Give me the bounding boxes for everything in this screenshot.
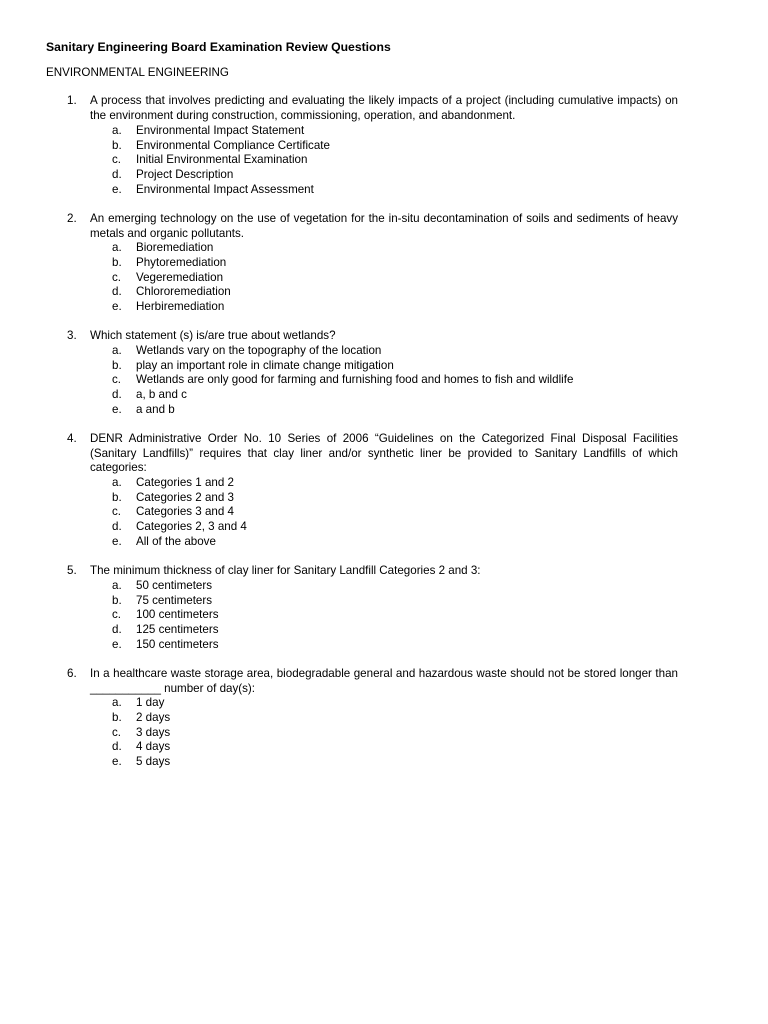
choice-list: [90, 124, 678, 198]
choice-letter: d.: [112, 388, 122, 402]
question-text: DENR Administrative Order No. 10 Series of 2006 “Guidelines on the Categorized Final Disposal Facilities (Sanitary Landfills)” requires that clay liner and/or synthetic liner be provided to Sanitary Landfills of which categories:: [90, 431, 678, 475]
choice-letter: e.: [112, 402, 122, 416]
question-number: 3.: [67, 329, 77, 343]
choice-letter: a.: [112, 578, 122, 592]
choice-letter: d.: [112, 520, 122, 534]
choice-item: [90, 638, 678, 653]
choice-letter: c.: [112, 505, 122, 519]
choice-text: Bioremediation: [136, 241, 214, 255]
choice-item: [90, 520, 678, 535]
question-item: [46, 329, 678, 417]
choice-text: Phytoremediation: [136, 255, 227, 269]
choice-letter: b.: [112, 710, 122, 724]
question-item: [46, 564, 678, 652]
choice-letter: b.: [112, 255, 122, 269]
choice-letter: c.: [112, 725, 122, 739]
question-text: An emerging technology on the use of vegetation for the in-situ decontamination of soils and sediments of heavy metals and organic pollutants.: [90, 211, 678, 240]
choice-item: [90, 388, 678, 403]
choice-item: [90, 608, 678, 623]
question-item: [46, 94, 678, 197]
choice-text: 4 days: [136, 740, 171, 754]
choice-text: 75 centimeters: [136, 593, 213, 607]
choice-text: Vegeremediation: [136, 270, 224, 284]
choice-letter: d.: [112, 167, 122, 181]
choice-item: [90, 476, 678, 491]
choice-item: [90, 623, 678, 638]
choice-letter: b.: [112, 358, 122, 372]
choice-letter: d.: [112, 622, 122, 636]
choice-letter: b.: [112, 490, 122, 504]
choice-item: [90, 256, 678, 271]
document-title: Sanitary Engineering Board Examination Review Questions: [46, 40, 391, 54]
choice-item: [90, 726, 678, 741]
question-number: 1.: [67, 94, 77, 108]
choice-item: [90, 373, 678, 388]
choice-item: [90, 594, 678, 609]
choice-text: 125 centimeters: [136, 622, 219, 636]
choice-letter: a.: [112, 696, 122, 710]
choice-text: Categories 2, 3 and 4: [136, 520, 247, 534]
question-item: [46, 667, 678, 770]
question-text: Which statement (s) is/are true about wetlands?: [90, 329, 336, 343]
choice-text: 3 days: [136, 725, 171, 739]
choice-letter: c.: [112, 373, 122, 387]
choice-letter: e.: [112, 300, 122, 314]
choice-item: [90, 535, 678, 550]
choice-item: [90, 711, 678, 726]
question-number: 4.: [67, 431, 77, 445]
choice-item: [90, 153, 678, 168]
choice-item: [90, 285, 678, 300]
choice-text: a and b: [136, 402, 175, 416]
question-text: A process that involves predicting and evaluating the likely impacts of a project (including cumulative impacts) on the environment during construction, commissioning, operation, and abandonment.: [90, 94, 678, 123]
choice-item: [90, 241, 678, 256]
choice-item: [90, 344, 678, 359]
choice-letter: a.: [112, 123, 122, 137]
choice-letter: e.: [112, 637, 122, 651]
choice-text: Environmental Impact Assessment: [136, 182, 314, 196]
choice-text: Wetlands vary on the topography of the location: [136, 343, 382, 357]
choice-item: [90, 271, 678, 286]
choice-text: Chlororemediation: [136, 285, 231, 299]
choice-item: [90, 183, 678, 198]
choice-text: 150 centimeters: [136, 637, 219, 651]
choice-text: 2 days: [136, 710, 171, 724]
choice-text: Project Description: [136, 167, 234, 181]
choice-letter: e.: [112, 182, 122, 196]
choice-text: Wetlands are only good for farming and furnishing food and homes to fish and wildlife: [136, 373, 574, 387]
question-text: The minimum thickness of clay liner for Sanitary Landfill Categories 2 and 3:: [90, 564, 481, 578]
question-item: [46, 432, 678, 550]
choice-text: 5 days: [136, 755, 171, 769]
choice-text: All of the above: [136, 534, 216, 548]
question-item: [46, 212, 678, 315]
question-list: [46, 94, 678, 769]
question-number: 2.: [67, 211, 77, 225]
choice-item: [90, 403, 678, 418]
choice-list: [90, 476, 678, 550]
choice-letter: c.: [112, 608, 122, 622]
choice-item: [90, 740, 678, 755]
choice-item: [90, 491, 678, 506]
choice-text: Environmental Impact Statement: [136, 123, 305, 137]
document-page: [46, 40, 678, 784]
question-text: In a healthcare waste storage area, biodegradable general and hazardous waste should not be stored longer than ___________ number of day(s):: [90, 666, 678, 695]
question-number: 6.: [67, 666, 77, 680]
choice-list: [90, 579, 678, 653]
choice-item: [90, 505, 678, 520]
choice-text: Initial Environmental Examination: [136, 153, 308, 167]
section-heading: ENVIRONMENTAL ENGINEERING: [46, 65, 229, 79]
choice-letter: a.: [112, 476, 122, 490]
choice-list: [90, 344, 678, 418]
choice-text: play an important role in climate change mitigation: [136, 358, 394, 372]
choice-letter: b.: [112, 593, 122, 607]
choice-item: [90, 139, 678, 154]
choice-list: [90, 696, 678, 770]
choice-letter: d.: [112, 740, 122, 754]
question-number: 5.: [67, 564, 77, 578]
choice-text: Herbiremediation: [136, 300, 225, 314]
choice-text: a, b and c: [136, 388, 187, 402]
choice-item: [90, 696, 678, 711]
choice-letter: b.: [112, 138, 122, 152]
choice-text: Categories 3 and 4: [136, 505, 234, 519]
choice-letter: e.: [112, 534, 122, 548]
choice-text: Environmental Compliance Certificate: [136, 138, 330, 152]
choice-item: [90, 755, 678, 770]
choice-item: [90, 168, 678, 183]
choice-letter: e.: [112, 755, 122, 769]
choice-letter: a.: [112, 241, 122, 255]
choice-text: Categories 1 and 2: [136, 476, 234, 490]
choice-letter: d.: [112, 285, 122, 299]
choice-item: [90, 124, 678, 139]
choice-letter: c.: [112, 153, 122, 167]
choice-text: Categories 2 and 3: [136, 490, 234, 504]
choice-item: [90, 579, 678, 594]
choice-item: [90, 300, 678, 315]
choice-letter: a.: [112, 343, 122, 357]
choice-text: 100 centimeters: [136, 608, 219, 622]
choice-text: 50 centimeters: [136, 578, 213, 592]
choice-item: [90, 359, 678, 374]
choice-text: 1 day: [136, 696, 165, 710]
choice-letter: c.: [112, 270, 122, 284]
choice-list: [90, 241, 678, 315]
